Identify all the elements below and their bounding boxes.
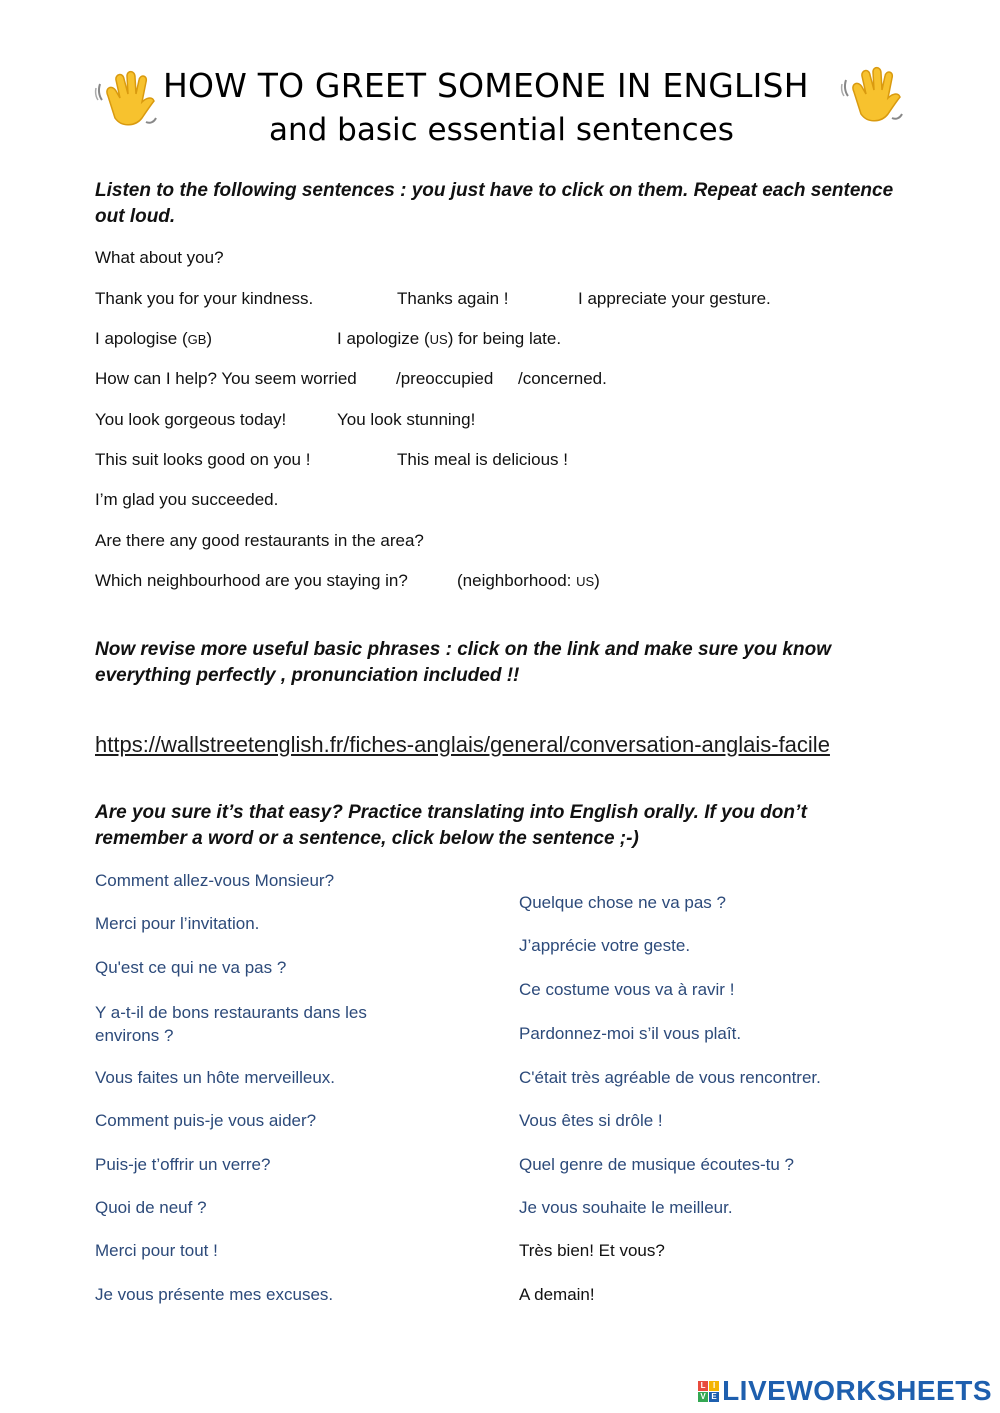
sentence-look-gorgeous[interactable]: You look gorgeous today! (95, 410, 287, 429)
revise-instruction: Now revise more useful basic phrases : click on the link and make sure you know everything perfectly , pronunciation included !! (95, 639, 831, 686)
gb-label: GB (187, 332, 207, 347)
fr-right-item[interactable]: Quel genre de musique écoutes-tu ? (519, 1155, 795, 1174)
apologize-text: I apologize ( (337, 329, 430, 348)
neighborhood-text: (neighborhood: (457, 571, 577, 590)
sentence-which-neighbourhood[interactable]: Which neighbourhood are you staying in? (95, 571, 408, 590)
sentence-thanks-again[interactable]: Thanks again ! (397, 289, 509, 308)
neighborhood-close: ) (594, 571, 600, 590)
fr-left-item[interactable]: Je vous présente mes excuses. (95, 1285, 334, 1304)
fr-right-item[interactable]: A demain! (519, 1285, 595, 1304)
sentence-apologise-gb[interactable] (95, 329, 212, 349)
us-label: US (429, 332, 448, 347)
fr-right-item[interactable]: J’apprécie votre geste. (519, 936, 691, 955)
sentence-apologize-us[interactable] (337, 329, 561, 349)
sentence-thank-you-kindness[interactable]: Thank you for your kindness. (95, 289, 314, 308)
sentence-preoccupied[interactable]: /preoccupied (396, 369, 494, 388)
sentence-neighborhood-us[interactable] (457, 571, 600, 591)
fr-right-item[interactable]: Je vous souhaite le meilleur. (519, 1198, 733, 1217)
neighborhood-us-label: US (576, 574, 595, 589)
listen-instruction: Listen to the following sentences : you just have to click on them. Repeat each sentence out loud. (95, 180, 894, 227)
sentence-suit-looks-good[interactable]: This suit looks good on you ! (95, 450, 311, 469)
page-subtitle: and basic essential sentences (269, 112, 734, 148)
logo-letter: L (698, 1381, 708, 1391)
fr-left-item[interactable]: Quoi de neuf ? (95, 1198, 207, 1217)
fr-right-item[interactable]: Quelque chose ne va pas ? (519, 893, 726, 912)
fr-left-item[interactable]: Puis-je t’offrir un verre? (95, 1155, 271, 1174)
translate-instruction: Are you sure it’s that easy? Practice translating into English orally. If you don’t remember a word or a sentence, click below the sentence ;-) (95, 802, 807, 849)
apologise-text: I apologise ( (95, 329, 188, 348)
sentence-good-restaurants[interactable]: Are there any good restaurants in the area? (95, 531, 424, 550)
sentence-look-stunning[interactable]: You look stunning! (337, 410, 476, 429)
fr-left-item[interactable]: Comment puis-je vous aider? (95, 1111, 317, 1130)
logo-letter: V (698, 1392, 708, 1402)
left-waving-hand-icon (94, 66, 160, 137)
fr-left-item[interactable]: Qu'est ce qui ne va pas ? (95, 958, 287, 977)
page-title: HOW TO GREET SOMEONE IN ENGLISH (163, 66, 809, 105)
fr-left-item[interactable]: Vous faites un hôte merveilleux. (95, 1068, 336, 1087)
sentence-what-about-you[interactable]: What about you? (95, 248, 224, 267)
conversation-link[interactable]: https://wallstreetenglish.fr/fiches-anglais/general/conversation-anglais-facile (95, 732, 830, 757)
logo-text: LIVEWORKSHEETS (722, 1375, 992, 1406)
sentence-concerned[interactable]: /concerned. (518, 369, 607, 388)
logo-mark-icon (698, 1381, 719, 1402)
fr-left-item[interactable]: Comment allez-vous Monsieur? (95, 871, 335, 890)
liveworksheets-logo (698, 1375, 992, 1407)
fr-right-item[interactable]: C'était très agréable de vous rencontrer. (519, 1068, 821, 1087)
sentence-appreciate-gesture[interactable]: I appreciate your gesture. (578, 289, 771, 308)
sentence-how-can-i-help[interactable]: How can I help? You seem worried (95, 369, 357, 388)
fr-right-item[interactable]: Très bien! Et vous? (519, 1241, 665, 1260)
sentence-glad-succeeded[interactable]: I’m glad you succeeded. (95, 490, 279, 509)
fr-right-item[interactable]: Ce costume vous va à ravir ! (519, 980, 735, 999)
fr-left-item[interactable]: Y a-t-il de bons restaurants dans les environs ? (95, 1003, 367, 1045)
apologize-end: ) for being late. (447, 329, 562, 348)
fr-right-item[interactable]: Vous êtes si drôle ! (519, 1111, 663, 1130)
logo-letter: E (709, 1392, 719, 1402)
sentence-meal-delicious[interactable]: This meal is delicious ! (397, 450, 569, 469)
apologise-close: ) (206, 329, 213, 348)
fr-right-item[interactable]: Pardonnez-moi s’il vous plaît. (519, 1024, 742, 1043)
logo-letter: I (709, 1381, 719, 1391)
right-waving-hand-icon (840, 62, 906, 133)
fr-left-item[interactable]: Merci pour tout ! (95, 1241, 218, 1260)
fr-left-item[interactable]: Merci pour l’invitation. (95, 914, 260, 933)
